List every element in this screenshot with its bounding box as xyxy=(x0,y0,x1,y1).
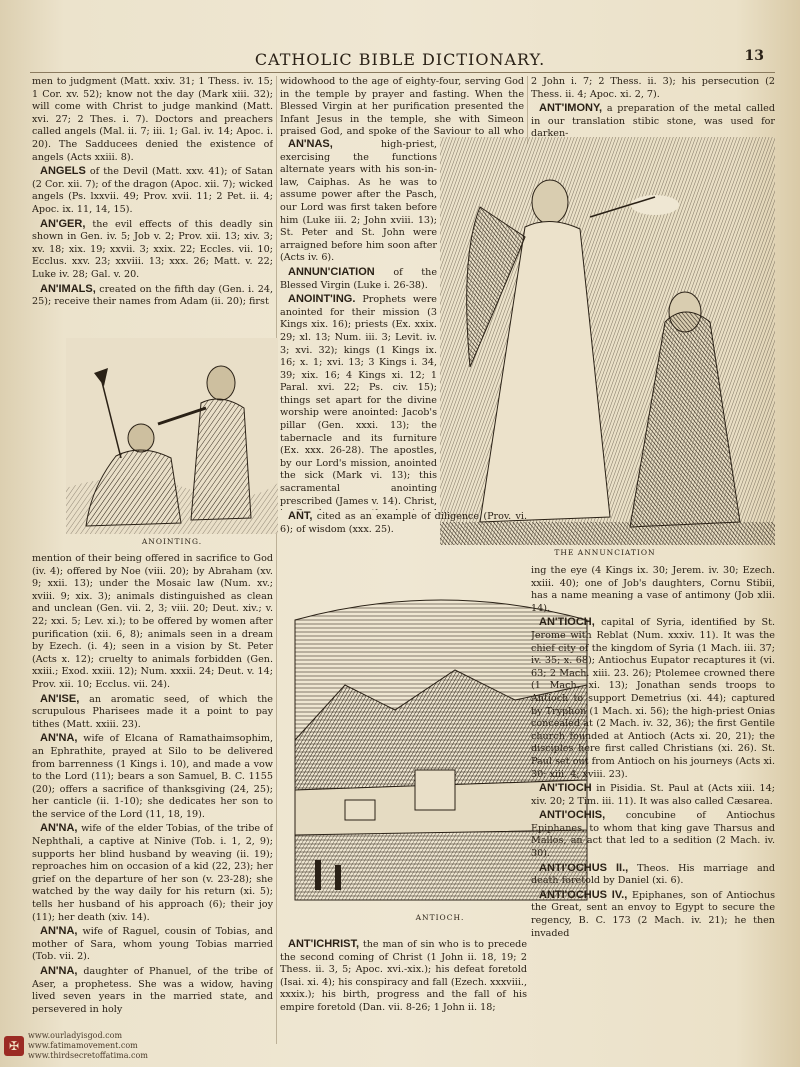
entry-headword: ANTI'OCHIS, xyxy=(539,809,606,822)
dictionary-entry xyxy=(531,862,775,888)
header-rule xyxy=(30,72,775,73)
entry-headword: AN'NA, xyxy=(40,822,78,835)
dictionary-entry xyxy=(32,218,273,282)
entry-headword: AN'TIOCH, xyxy=(539,616,595,629)
dictionary-entry xyxy=(32,965,273,1016)
dictionary-entry xyxy=(280,76,524,136)
entry-text: cited as an example of diligence (Prov. vi. 6); of wisdom (xxx. 25). xyxy=(280,511,527,535)
column-rule-2 xyxy=(527,76,528,144)
dictionary-entry xyxy=(32,283,273,309)
footer-watermark xyxy=(4,1031,148,1061)
entry-text: men to judgment (Matt. xxiv. 31; 1 Thess. iv. 15; 1 Cor. xv. 52); know not the day (Mark xiii. 32); will come with Christ to judge mankind (Matt. xvi. 27; 2 Thes. i. 7). Doctors and preachers called angels (Mal. ii. 7; iii. 1; Gal. iv. 14; Apoc. i. 20). The Sadducees denied the existence of angels (Acts xxiii. 8). xyxy=(32,76,273,163)
entry-headword: AN'TIOCH xyxy=(539,782,592,795)
entry-text: Epiphanes, son of Antiochus the Great, sent an envoy to Egypt to secure the regency, B. C. 173 (2 Mach. iv. 21); he then invaded xyxy=(531,889,775,939)
page-number: 13 xyxy=(744,48,764,64)
entry-text: in Pisidia. St. Paul at (Acts xiii. 14; xiv. 20; 2 Tim. iii. 11). It was also called Cæsarea. xyxy=(531,783,775,807)
entry-text: concubine of Antiochus Epiphanes, to whom that king gave Tharsus and Mallos, an act that led to a sedition (2 Mach. iv. 30). xyxy=(531,810,775,860)
annunciation-illustration xyxy=(440,137,775,545)
dictionary-entry xyxy=(280,510,527,536)
running-head: CATHOLIC BIBLE DICTIONARY. xyxy=(254,50,546,69)
column-1-bottom xyxy=(32,553,273,1039)
entry-text: wife of Elcana of Ramathaimsophim, an Ephrathite, prayed at Silo to be delivered from barrenness (1 Kings i. 10), and made a vow to the Lord (11); bears a son Samuel, B. C. 1155 (20); offers a sacrifice of thanksgiving (24, 25); her canticle (ii. 1-10); she dedicates her son to the service of the Lord (11, 18, 19). xyxy=(32,733,273,820)
dictionary-entry xyxy=(280,938,527,1015)
dictionary-entry xyxy=(531,565,775,615)
annunciation-caption: THE ANNUNCIATION xyxy=(554,548,656,557)
dictionary-entry xyxy=(280,138,437,265)
entry-text: wife of the elder Tobias, of the tribe of Nephthali, a captive at Ninive (Tob. i. 1, 2, 9); supports her blind husband by weaving (ii. 19); reproaches him on occasion of a kid (22, 23); her grief on the departure of her son (v. 23-28); she watched by the way daily for his return (xi. 5); tells her husband of his approach (6); their joy (11); her death (xiv. 14). xyxy=(32,823,273,923)
entry-headword: AN'ISE, xyxy=(40,692,80,705)
entry-text: Theos. His marriage and death foretold by Daniel (xi. 6). xyxy=(531,862,775,887)
column-3-top xyxy=(531,76,775,138)
dictionary-entry xyxy=(280,266,437,292)
entry-text: wife of Raguel, cousin of Tobias, and mother of Sara, whom young Tobias married (Tob. vii. 2). xyxy=(32,926,273,963)
dictionary-entry xyxy=(32,76,273,164)
entry-text: a preparation of the metal called in our translation stibic stone, was used for darken- xyxy=(531,103,775,138)
dictionary-entry xyxy=(531,889,775,940)
column-rule-1 xyxy=(276,76,277,1044)
seal-icon: ✠ xyxy=(4,1036,24,1056)
dictionary-entry xyxy=(32,693,273,732)
dictionary-entry xyxy=(531,102,775,138)
entry-headword: ANOINT'ING. xyxy=(288,293,356,306)
dictionary-entry xyxy=(531,809,775,860)
footer-link-1[interactable]: www.ourladyisgod.com xyxy=(28,1031,123,1040)
entry-text: ing the eye (4 Kings ix. 30; Jerem. iv. 30; Ezech. xxiii. 40); one of Job's daughters, Cornu Stibii, has a name meaning a vase of antimony (Job xlii. 14). xyxy=(531,565,775,614)
entry-text: mention of their being offered in sacrifice to God (iv. 4); offered by Noe (viii. 20); by Abraham (xv. 9; xxii. 13); under the Mosaic law (Num. xv.; xviii. 9; xix. 3); animals distinguished as clean and unclean (Gen. vii. 2, 3; viii. 20; Deut. xiv.; v. 22; xxi. 5; Lev. xi.); to be offered by women after purification (xii. 6, 8); animals seen in a dream by Ezech. (i. 4); seen in a vision by St. Peter (Acts x. 12); cruelty to animals forbidden (Gen. xxiii.; Exod. xxiii. 12); Num. xxxii. 24; Deut. v. 14; Prov. xii. 10; Ecclus. vii. 24). xyxy=(32,553,273,690)
entry-text: Prophets were anointed for their mission (3 Kings xix. 16); priests (Ex. xxix. 29; xl. 13; Num. iii. 3; Levit. iv. 3; xvi. 32); kings (1 Kings ix. 16; x. 1; xvi. 13; 3 Kings i. 34, 39; xix. 16; 4 Kings xi. 12; 1 Paral. xvi. 22; Ps. civ. 15); things set apart for the divine worship were anointed: Jacob's pillar (Gen. xxxi. 13); the tabernacle and its furniture (Ex. xxx. 26-28). The apostles, by our Lord's mission, anointed the sick (Mark vi. 13); this sacramental anointing prescribed (James v. 14). Christ, xyxy=(280,294,437,507)
dictionary-entry xyxy=(531,76,775,101)
entry-headword: AN'NA, xyxy=(40,925,78,938)
dictionary-entry xyxy=(32,553,273,692)
entry-headword: AN'NA, xyxy=(40,732,78,745)
entry-headword: AN'NAS, xyxy=(288,138,333,150)
entry-text: capital of Syria, identified by St. Jerome with Reblat (Num. xxxiv. 11). It was the chief city of the kingdom of Syria (1 Mach. iii. 37; iv. 35; x. 68); Antiochus Eupator recaptures it (vi. 63; 2 Mach. xiii. 23. 26); Ptolemee crowned there (1 Mach. xi. 13); Jonathan sends troops to Antioch to support Demetrius (xi. 44); captured by Tryphon (1 Mach. xi. 56); the high-priest Onias concealed at (2 Mach. iv. 32, 36); the first Gentile church founded at Antioch (Acts xi. 20, 21); the disciples here first called Christians (xi. 26). St. Paul set out from Antioch on his journeys (Acts xi. 30; xiii. 4; xviii. 23). xyxy=(531,617,775,780)
anointing-illustration xyxy=(66,338,278,534)
entry-headword: ANT, xyxy=(288,510,313,522)
column-2-bottom xyxy=(280,938,527,1040)
column-2-top xyxy=(280,76,524,136)
entry-headword: ANT'IMONY, xyxy=(539,102,603,115)
entry-text: the man of sin who is to precede the second coming of Christ (1 John ii. 18, 19; 2 Thess. ii. 3, 5; Apoc. xvi.-xix.); his defeat foretold (Isai. xi. 4); his conspiracy and fall (Ezech. xxxviii., xxxix.); his birth, progress and the fall of his empire foretold (Dan. vii. 8-26; 1 John ii. 18; xyxy=(280,939,527,1013)
column-2-narrow xyxy=(280,138,437,510)
dictionary-entry xyxy=(32,165,273,216)
footer-link-3[interactable]: www.thirdsecretoffatima.com xyxy=(28,1051,148,1060)
antioch-caption: ANTIOCH. xyxy=(415,913,465,922)
dictionary-entry xyxy=(531,616,775,781)
entry-headword: AN'IMALS, xyxy=(40,282,96,295)
entry-text: 2 John i. 7; 2 Thess. ii. 3); his persecution (2 Thess. ii. 4; Apoc. xi. 2, 7). xyxy=(531,76,775,100)
dictionary-entry xyxy=(32,925,273,964)
column-3-mid xyxy=(531,565,775,1040)
anointing-caption: ANOINTING. xyxy=(141,537,203,546)
footer-link-2[interactable]: www.fatimamovement.com xyxy=(28,1041,138,1050)
dictionary-entry xyxy=(32,732,273,821)
entry-text: an aromatic seed, of which the scrupulous Pharisees made it a point to pay tithes (Matt. xxiii. 23). xyxy=(32,693,273,730)
entry-text: daughter of Phanuel, of the tribe of Aser, a prophetess. She was a widow, having lived seven years in the married state, and persevered in holy xyxy=(32,966,273,1015)
entry-text: widowhood to the age of eighty-four, serving God in the temple by prayer and fasting. When the Blessed Virgin at her purification presented the Infant Jesus in the temple, she with Simeon praised God, and spoke of the Saviour to all who xyxy=(280,76,524,136)
dictionary-entry xyxy=(531,782,775,808)
entry-text: of the Blessed Virgin (Luke i. 26-38). xyxy=(280,266,437,291)
column-1-top xyxy=(32,76,273,338)
entry-headword: ANNUN'CIATION xyxy=(288,265,375,278)
entry-headword: ANTI'OCHUS II., xyxy=(539,861,629,874)
entry-text: created on the fifth day (Gen. i. 24, 25); receive their names from Adam (ii. 20); first xyxy=(32,283,273,308)
entry-headword: ANGELS xyxy=(40,165,86,178)
entry-headword: ANTI'OCHUS IV., xyxy=(539,888,628,901)
entry-headword: ANT'ICHRIST, xyxy=(288,938,360,950)
entry-text: of the Devil (Matt. xxv. 41); of Satan (2 Cor. xii. 7); of the dragon (Apoc. xii. 7); wicked angels (Ps. lxxvii. 49; Prov. xvii. 11; 2 Pet. ii. 4; Apoc. ix. 11, 14, 15). xyxy=(32,166,273,215)
entry-text: high-priest, exercising the functions alternate years with his son-in-law, Caiphas. As he was to assume power after the Pasch, our Lord was first taken before him (Luke iii. 2; John xviii. 13); St. Peter and St. John were arraigned before him soon after (Acts iv. 6). xyxy=(280,139,437,264)
entry-text: the evil effects of this deadly sin shown in Gen. iv. 5; Job v. 2; Prov. xii. 13; xiv. 3; xv. 18; xix. 19; xxvii. 3; xxix. 22; Eccles. vii. 10; Ecclus. xxv. 23; xxviii. 13; xxx. 26; Matt. v. 22; Luke iv. 28; Gal. v. 20. xyxy=(32,218,273,280)
entry-headword: AN'GER, xyxy=(40,217,86,230)
dictionary-entry xyxy=(32,822,273,924)
dictionary-entry xyxy=(280,293,437,510)
entry-headword: AN'NA, xyxy=(40,965,78,977)
column-2-wide xyxy=(280,510,527,585)
